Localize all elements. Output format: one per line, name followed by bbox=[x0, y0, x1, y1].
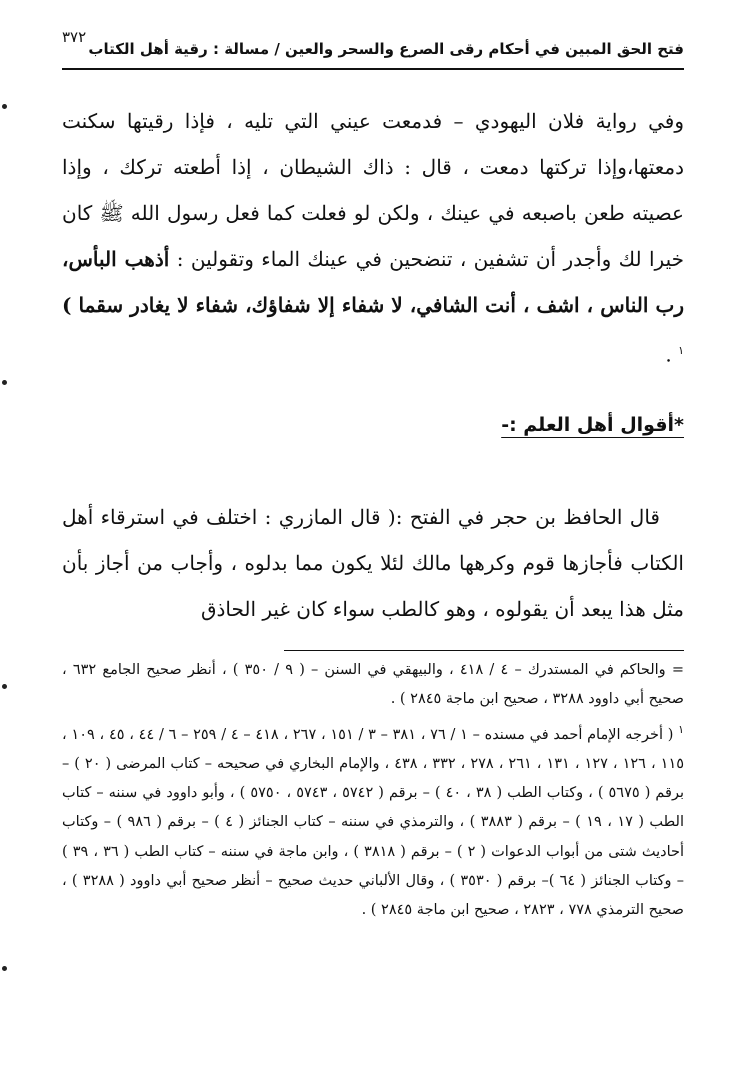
footnote-1-text: ( أخرجه الإمام أحمد في مسنده – ١ / ٧٦ ، ٣٨١ – ٣ / ١٥١ ، ٢٦٧ ، ٤١٨ – ٤ / ٢٥٩ – ٦ / ٤٤ ، ٤٥ ، ١٠٩ ، ١١٥ ، ١٢٦ ، ١٢٧ ، ١٣١ ، ٢٦١ ، ٢٧٨ ، ٣٣٢ ، ٤٣٨ ، والإمام البخاري في صحيحه – كتاب المرضى ( ٢٠ ) – برقم ( ٥٦٧٥ ) ، وكتاب الطب ( ٣٨ ، ٤٠ ) – برقم ( ٥٧٤٢ ، ٥٧٤٣ ، ٥٧٥٠ ) ، وأبو داوود في سننه – كتاب الطب ( ١٧ ، ١٩ ) – برقم ( ٣٨٨٣ ) ، والترمذي في سننه – كتاب الجنائز ( ٤ ) – برقم ( ٩٨٦ ) – وكتاب أحاديث شتى من أبواب الدعوات ( ٢ ) – برقم ( ٣٨١٨ ) ، وابن ماجة في سننه – كتاب الطب ( ٣٦ ، ٣٩ ) – وكتاب الجنائز ( ٦٤ )– برقم ( ٣٥٣٠ ) ، وقال الألباني حديث صحيح – أنظر صحيح أبي داوود ( ٣٢٨٨ ) ، صحيح الترمذي ٧٧٨ ، ٢٨٢٣ ، صحيح ابن ماجة ٢٨٤٥ ) . bbox=[62, 726, 685, 919]
supplication-text: أذهب البأس، رب الناس ، اشف ، أنت الشافي، لا شفاء إلا شفاؤك، شفاء لا يغادر سقما ) bbox=[62, 247, 684, 317]
margin-mark bbox=[2, 380, 7, 385]
body-paragraph bbox=[62, 98, 684, 378]
section-paragraph bbox=[62, 494, 684, 632]
margin-mark bbox=[2, 104, 7, 109]
page-number: ٣٧٢ bbox=[62, 28, 87, 46]
header-rule bbox=[62, 68, 684, 70]
footnote-marker: ١ bbox=[678, 722, 685, 736]
footnote-ref: ١ bbox=[678, 344, 684, 357]
footnote-1 bbox=[62, 715, 684, 926]
body-text: وفي رواية فلان اليهودي – فدمعت عيني التي تليه ، فإذا رقيتها سكنت دمعتها،وإذا تركتها دمعت ، قال : ذاك الشيطان ، إذا أطعته تركك ، وإذا عصيته طعن باصبعه في عينك ، ولكن لو فعلت كما فعل رسول الله ﷺ كان خيرا لك وأجدر أن تشفين ، تنضحين في عينك الماء وتقولين : bbox=[62, 109, 684, 271]
margin-mark bbox=[2, 684, 7, 689]
footnote-continuation: = والحاكم في المستدرك – ٤ / ٤١٨ ، والبيهقي في السنن – ( ٩ / ٣٥٠ ) ، أنظر صحيح الجامع ٦٣٢ ، صحيح أبي داوود ٣٢٨٨ ، صحيح ابن ماجة ٢٨٤٥ ) . bbox=[62, 662, 685, 708]
footnote-divider bbox=[284, 650, 684, 651]
footnotes bbox=[62, 656, 684, 926]
section-heading: *أقوال أهل العلم :- bbox=[501, 414, 684, 436]
section-text: قال الحافظ بن حجر في الفتح :( قال المازري : اختلف في استرقاء أهل الكتاب فأجازها قوم وكرهها مالك لئلا يكون مما بدلوه ، وأجاب من أجاز بأن مثل هذا يبعد أن يقولوه ، وهو كالطب سواء كان غير الحاذق bbox=[62, 505, 684, 621]
running-title: فتح الحق المبين في أحكام رقى الصرع والسحر والعين / مسالة : رقية أهل الكتاب bbox=[88, 40, 684, 58]
sentence-end: . bbox=[665, 342, 672, 367]
page-header bbox=[62, 26, 684, 68]
margin-mark bbox=[2, 966, 7, 971]
